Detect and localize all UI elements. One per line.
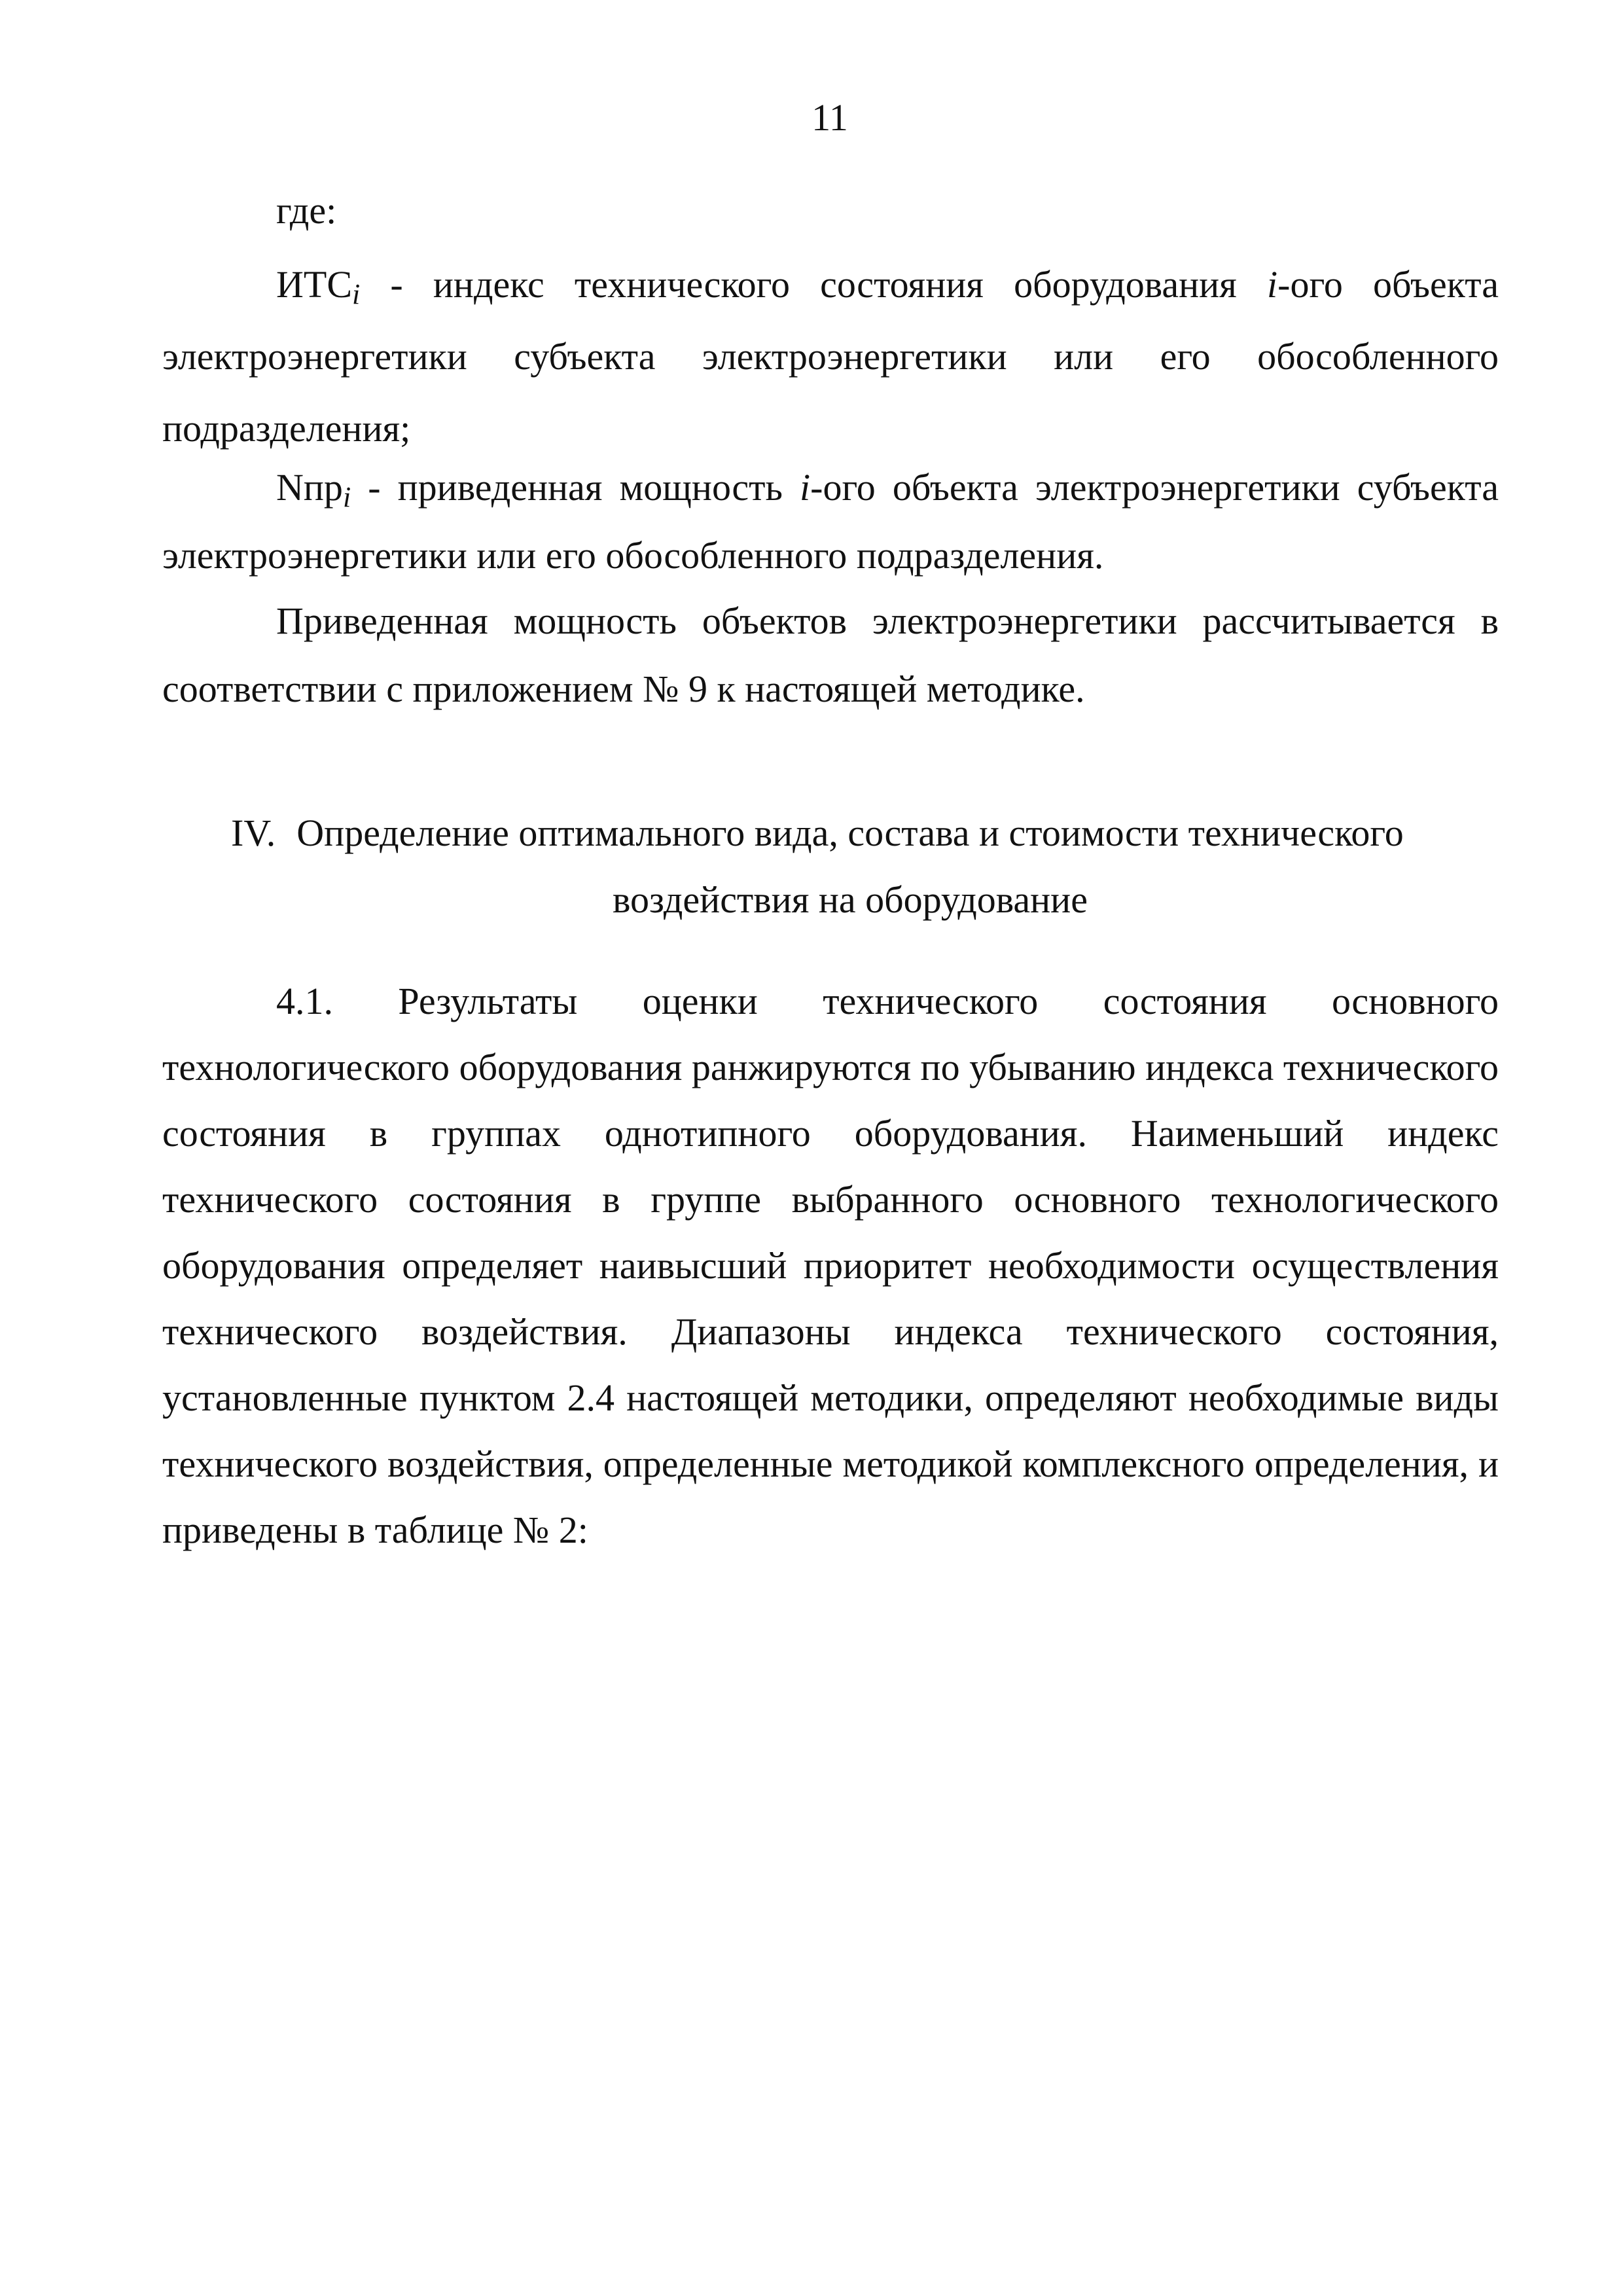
definition-npr <box>162 454 1499 590</box>
page-number: 11 <box>812 96 848 139</box>
its-italic-i: i <box>1267 263 1278 306</box>
section-title-line-2: воздействия на оборудование <box>613 878 1088 921</box>
where-label: где: <box>276 189 337 232</box>
npr-text-before: - приведенная мощность <box>351 466 800 509</box>
definition-its <box>162 249 1499 465</box>
its-text-before: - индекс технического состояния оборудования <box>360 263 1268 306</box>
npr-symbol: Nпр <box>276 466 343 509</box>
npr-text-after: -ого объекта электроэнергетики субъекта электроэнергетики или его обособленного подразделения. <box>162 466 1499 577</box>
section-heading <box>162 800 1499 933</box>
section-roman-numeral: IV. <box>231 812 276 854</box>
its-symbol: ИТС <box>276 263 352 306</box>
its-subscript: i <box>352 278 361 310</box>
its-text-after: -ого объекта электроэнергетики субъекта электроэнергетики или его обособленного подразделения; <box>162 263 1499 450</box>
npr-subscript: i <box>342 481 351 513</box>
clause-4-1-paragraph: 4.1. Результаты оценки технического состояния основного технологического оборудования ранжируются по убыванию индекса технического состояния в группах однотипного оборудования. Наименьший индекс технического состояния в группе выбранного основного технологического оборудования определяет наивысший приоритет необходимости осуществления технического воздействия. Диапазоны индекса технического состояния, установленные пунктом 2.4 настоящей методики, определяют необходимые виды технического воздействия, определенные методикой комплексного определения, и приведены в таблице № 2: <box>162 980 1499 1551</box>
npr-italic-i: i <box>800 466 811 509</box>
reduced-power-paragraph: Приведенная мощность объектов электроэнергетики рассчитывается в соответствии с приложением № 9 к настоящей методике. <box>162 600 1499 710</box>
section-title-line-1: Определение оптимального вида, состава и стоимости технического <box>296 812 1404 854</box>
